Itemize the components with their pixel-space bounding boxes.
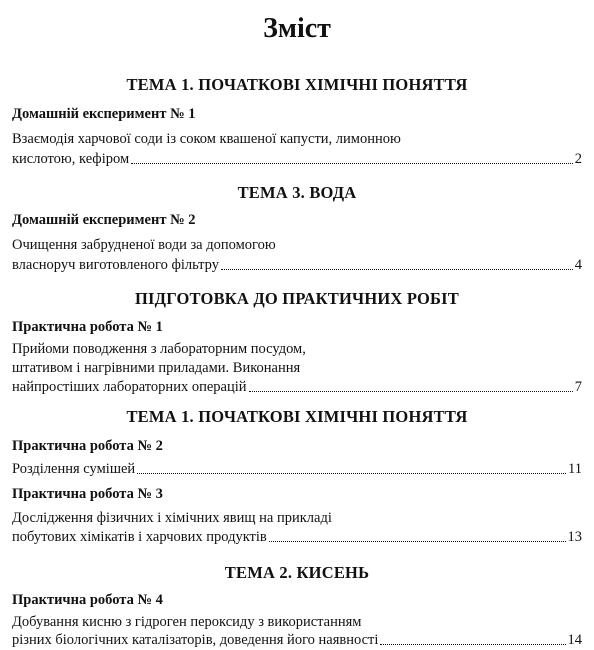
toc-entry-last-line[interactable] [12, 150, 582, 168]
section-heading: ТЕМА 2. КИСЕНЬ [224, 563, 370, 582]
toc-entry-last-line[interactable] [12, 631, 582, 649]
page-number: 14 [567, 632, 582, 648]
page-number: 11 [568, 461, 582, 477]
entry-text-line: Дослідження фізичних і хімічних явищ на прикладі [12, 510, 332, 526]
entry-text-line: Добування кисню з гідроген пероксиду з використанням [12, 614, 362, 630]
entry-label: Практична робота № 3 [12, 486, 163, 502]
dot-leader [137, 473, 566, 474]
entry-text-line: різних біологічних каталізаторів, доведення його наявності [12, 632, 379, 648]
page-number: 2 [574, 151, 582, 167]
entry-text-line: Прийоми поводження з лабораторним посудом, [12, 341, 306, 357]
toc-entry-last-line[interactable] [12, 378, 582, 396]
toc-entry-last-line[interactable] [12, 256, 582, 274]
section-heading: ТЕМА 1. ПОЧАТКОВІ ХІМІЧНІ ПОНЯТТЯ [126, 75, 468, 94]
toc-entry-last-line[interactable] [12, 460, 582, 478]
dot-leader [269, 541, 566, 542]
entry-text-line: штативом і нагрівними приладами. Виконання [12, 360, 301, 376]
page-number: 4 [574, 257, 582, 273]
entry-label: Практична робота № 4 [12, 592, 163, 608]
entry-text-line: кислотою, кефіром [12, 151, 130, 167]
entry-text-line: Очищення забрудненої води за допомогою [12, 237, 276, 253]
page-number: 7 [574, 379, 582, 395]
dot-leader [249, 391, 573, 392]
toc-entry-last-line[interactable] [12, 528, 582, 546]
entry-text-line: найпростіших лабораторних операцій [12, 379, 247, 395]
entry-text-line: побутових хімікатів і харчових продуктів [12, 529, 267, 545]
page-number: 13 [567, 529, 582, 545]
entry-text-line: Взаємодія харчової соди із соком квашеної капусти, лимонною [12, 131, 401, 147]
entry-text-line: власноруч виготовленого фільтру [12, 257, 219, 273]
dot-leader [131, 163, 573, 164]
entry-label: Домашній експеримент № 1 [12, 106, 196, 122]
dot-leader [380, 644, 565, 645]
dot-leader [221, 269, 573, 270]
entry-label: Практична робота № 1 [12, 319, 163, 335]
entry-text-line: Розділення сумішей [12, 461, 136, 477]
section-heading: ТЕМА 1. ПОЧАТКОВІ ХІМІЧНІ ПОНЯТТЯ [126, 407, 468, 426]
section-heading: ТЕМА 3. ВОДА [237, 183, 357, 202]
page-title: Зміст [263, 13, 331, 44]
entry-label: Домашній експеримент № 2 [12, 212, 196, 228]
section-heading: ПІДГОТОВКА ДО ПРАКТИЧНИХ РОБІТ [135, 289, 459, 308]
entry-label: Практична робота № 2 [12, 438, 163, 454]
